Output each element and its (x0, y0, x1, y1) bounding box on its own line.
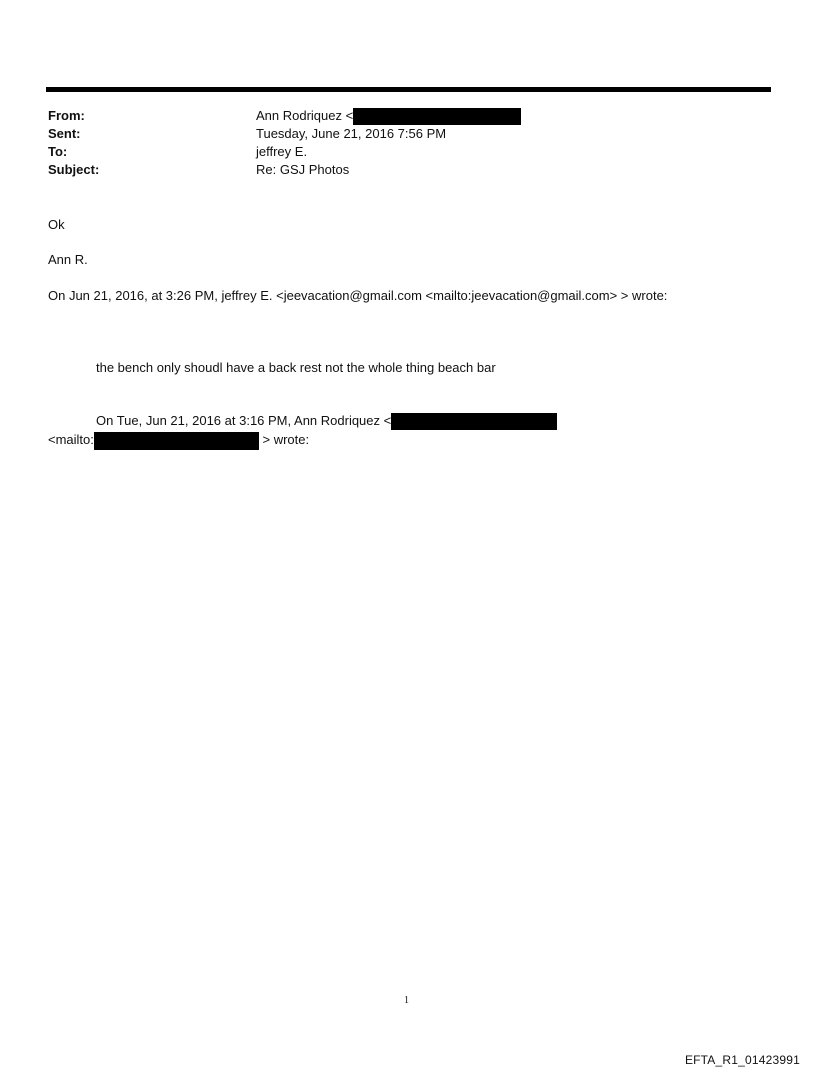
quote2-header (96, 412, 557, 430)
signature: Ann R. (48, 252, 88, 267)
to-label: To: (48, 144, 68, 159)
sent-value: Tuesday, June 21, 2016 7:56 PM (256, 126, 447, 141)
bates-number: EFTA_R1_01423991 (684, 1053, 800, 1067)
from-label: From: (48, 108, 85, 123)
from-value (256, 107, 521, 125)
redaction-box (391, 413, 557, 430)
quote1-text: the bench only shoudl have a back rest not the whole thing beach bar (96, 360, 496, 375)
reply-text: Ok (48, 217, 65, 232)
subject-value: Re: GSJ Photos (256, 162, 350, 177)
from-name: Ann Rodriquez < (256, 108, 354, 123)
quote2-mailto (48, 431, 309, 450)
quote2-mailto-prefix: <mailto: (48, 432, 94, 447)
redaction-box (353, 108, 521, 125)
subject-label: Subject: (48, 162, 100, 177)
to-value: jeffrey E. (256, 144, 308, 159)
header-divider (46, 87, 771, 92)
quote2-header-start: On Tue, Jun 21, 2016 at 3:16 PM, Ann Rodriquez < (96, 413, 392, 428)
quote2-mailto-suffix: > wrote: (262, 432, 310, 447)
quote1-header: On Jun 21, 2016, at 3:26 PM, jeffrey E. <jeevacation@gmail.com <mailto:jeevacation@gmail.com> > wrote: (48, 288, 668, 303)
page-number: 1 (404, 995, 409, 1006)
redaction-box (94, 432, 259, 450)
sent-label: Sent: (48, 126, 81, 141)
